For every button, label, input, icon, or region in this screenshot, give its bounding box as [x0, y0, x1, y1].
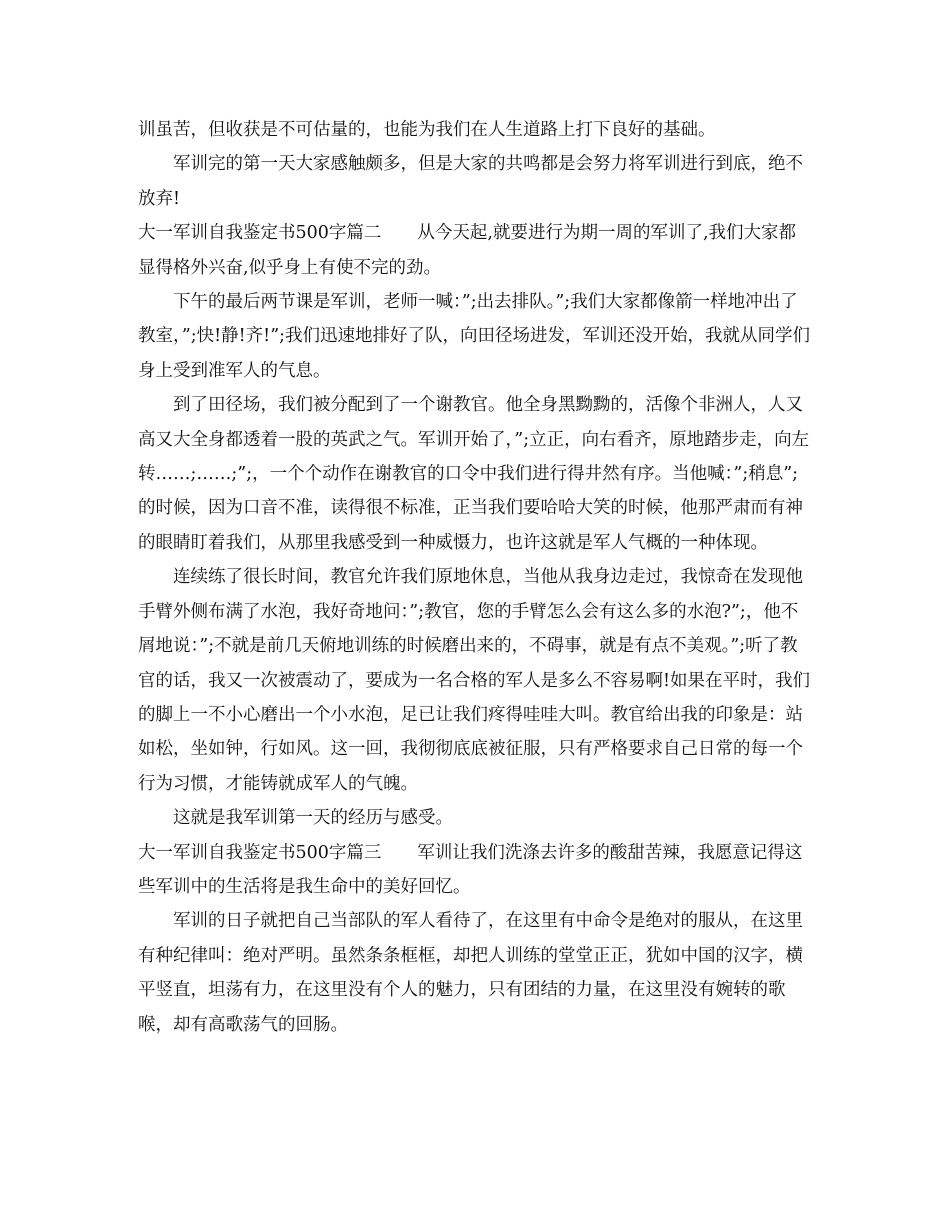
- paragraph: 军训完的第一天大家感触颇多，但是大家的共鸣都是会努力将军训进行到底，绝不放弃!: [138, 154, 803, 209]
- document-body: [138, 113, 812, 1042]
- section-heading-paragraph: [138, 836, 812, 905]
- paragraph: 军训的日子就把自己当部队的军人看待了，在这里有中命令是绝对的服从，在这里有种纪律叫：绝对严明。虽然条条框框，却把人训练的堂堂正正，犹如中国的汉字，横平竖直，坦荡有力，在这里没有个人的魅力，只有团结的力量，在这里没有婉转的歌喉，却有高歌荡气的回肠。: [138, 911, 803, 1035]
- paragraph: 连续练了很长时间，教官允许我们原地休息，当他从我身边走过，我惊奇在发现他手臂外侧布满了水泡，我好奇地问：”;教官，您的手臂怎么会有这么多的水泡?”;，他不屑地说：”;不就是前几天俯地训练的时候磨出来的，不碍事，就是有点不美观。”;听了教官的话，我又一次被震动了，要成为一名合格的军人是多么不容易啊!如果在平时，我们的脚上一不小心磨出一个小水泡，足已让我们疼得哇哇大叫。教官给出我的印象是：站如松，坐如钟，行如风。这一回，我彻彻底底被征服，只有严格要求自己日常的每一个行为习惯，才能铸就成军人的气魄。: [138, 567, 811, 794]
- section-text: 从今天起,就要进行为期一周的军训了,我们大家都显得格外兴奋,似乎身上有使不完的劲。: [138, 223, 797, 278]
- paragraph: 这就是我军训第一天的经历与感受。: [173, 808, 453, 829]
- paragraph: 到了田径场，我们被分配到了一个谢教官。他全身黑黝黝的，活像个非洲人，人又高又大全身都透着一股的英武之气。军训开始了，”;立正，向右看齐，原地踏步走，向左转……;……;”;，一个个动作在谢教官的口令中我们进行得井然有序。当他喊：”;稍息”;的时候，因为口音不准，读得很不标准，正当我们要哈哈大笑的时候，他那严肃而有神的眼睛盯着我们，从那里我感受到一种威慑力，也许这就是军人气概的一种体现。: [138, 395, 810, 553]
- paragraph: 下午的最后两节课是军训，老师一喊：”;出去排队。”;我们大家都像箭一样地冲出了教室，”;快!静!齐!”;我们迅速地排好了队，向田径场进发，军训还没开始，我就从同学们身上受到准军人的气息。: [138, 292, 811, 381]
- section-title: 大一军训自我鉴定书500字篇三: [138, 842, 382, 863]
- paragraph: 训虽苦，但收获是不可估量的，也能为我们在人生道路上打下良好的基础。: [138, 120, 716, 140]
- section-text: 军训让我们洗涤去许多的酸甜苦辣，我愿意记得这些军训中的生活将是我生命中的美好回忆。: [138, 842, 803, 897]
- section-title: 大一军训自我鉴定书500字篇二: [138, 223, 382, 244]
- section-heading-paragraph: [138, 216, 812, 285]
